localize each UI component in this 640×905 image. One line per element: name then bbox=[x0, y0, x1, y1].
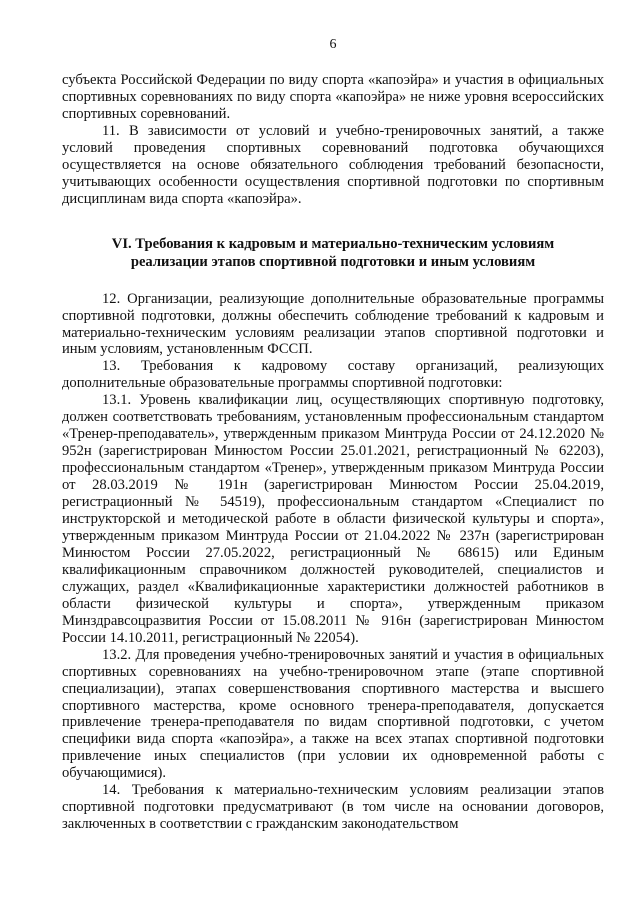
section-heading bbox=[62, 235, 604, 271]
paragraph-13-2: 13.2. Для проведения учебно-тренировочных занятий и участия в официальных спортивных соревнованиях на учебно-тренировочном этапе (этапе спортивной специализации), этапах совершенствования спортивного мастерства и высшего спортивного мастерства, кроме основного тренера-преподавателя, допускается привлечение тренера-преподавателя по видам спортивной подготовки, с учетом специфики вида спорта «капоэйра», а также на всех этапах спортивной подготовки привлечение иных специалистов (при условии их одновременной работы с обучающимися). bbox=[62, 646, 604, 782]
paragraph-13-1: 13.1. Уровень квалификации лиц, осуществляющих спортивную подготовку, должен соответствовать требованиям, установленным профессиональным стандартом «Тренер-преподаватель», утвержденным приказом Минтруда России от 24.12.2020 № 952н (зарегистрирован Минюстом России 25.01.2021, регистрационный № 62203), профессиональным стандартом «Тренер», утвержденным приказом Минтруда России от 28.03.2019 № 191н (зарегистрирован Минюстом России 25.04.2019, регистрационный № 54519), профессиональным стандартом «Специалист по инструкторской и методической работе в области физической культуры и спорта», утвержденным приказом Минтруда России от 21.04.2022 № 237н (зарегистрирован Минюстом России 27.05.2022, регистрационный № 68615) или Единым квалификационным справочником должностей руководителей, специалистов и служащих, раздел «Квалификационные характеристики должностей работников в области физической культуры и спорта», утвержденным приказом Минздравсоцразвития России от 15.08.2011 № 916н (зарегистрирован Минюстом России 14.10.2011, регистрационный № 22054). bbox=[62, 392, 604, 646]
page-number: 6 bbox=[329, 37, 337, 52]
paragraph-continuation: субъекта Российской Федерации по виду спорта «капоэйра» и участия в официальных спортивных соревнованиях по виду спорта «капоэйра» не ниже уровня всероссийских спортивных соревнований. bbox=[62, 72, 604, 122]
paragraph-12: 12. Организации, реализующие дополнительные образовательные программы спортивной подготовки, должны обеспечить соблюдение требований к кадровым и материально-техническим условиям реализации этапов спортивной подготовки и иным условиям, установленным ФССП. bbox=[62, 290, 604, 358]
section-heading-line-1: VI. Требования к кадровым и материально-техническим условиям bbox=[111, 235, 555, 252]
paragraph-14: 14. Требования к материально-техническим условиям реализации этапов спортивной подготовки предусматривают (в том числе на основании договоров, заключенных в соответствии с гражданским законодательством bbox=[62, 782, 604, 833]
paragraph-11: 11. В зависимости от условий и учебно-тренировочных занятий, а также условий проведения спортивных соревнований подготовка обучающихся осуществляется на основе обязательного соблюдения требований безопасности, учитывающих особенности осуществления спортивной подготовки по спортивным дисциплинам вида спорта «капоэйра». bbox=[62, 122, 604, 207]
paragraph-13: 13. Требования к кадровому составу организаций, реализующих дополнительные образовательные программы спортивной подготовки: bbox=[62, 358, 604, 392]
section-heading-line-2: реализации этапов спортивной подготовки и иным условиям bbox=[130, 253, 536, 270]
